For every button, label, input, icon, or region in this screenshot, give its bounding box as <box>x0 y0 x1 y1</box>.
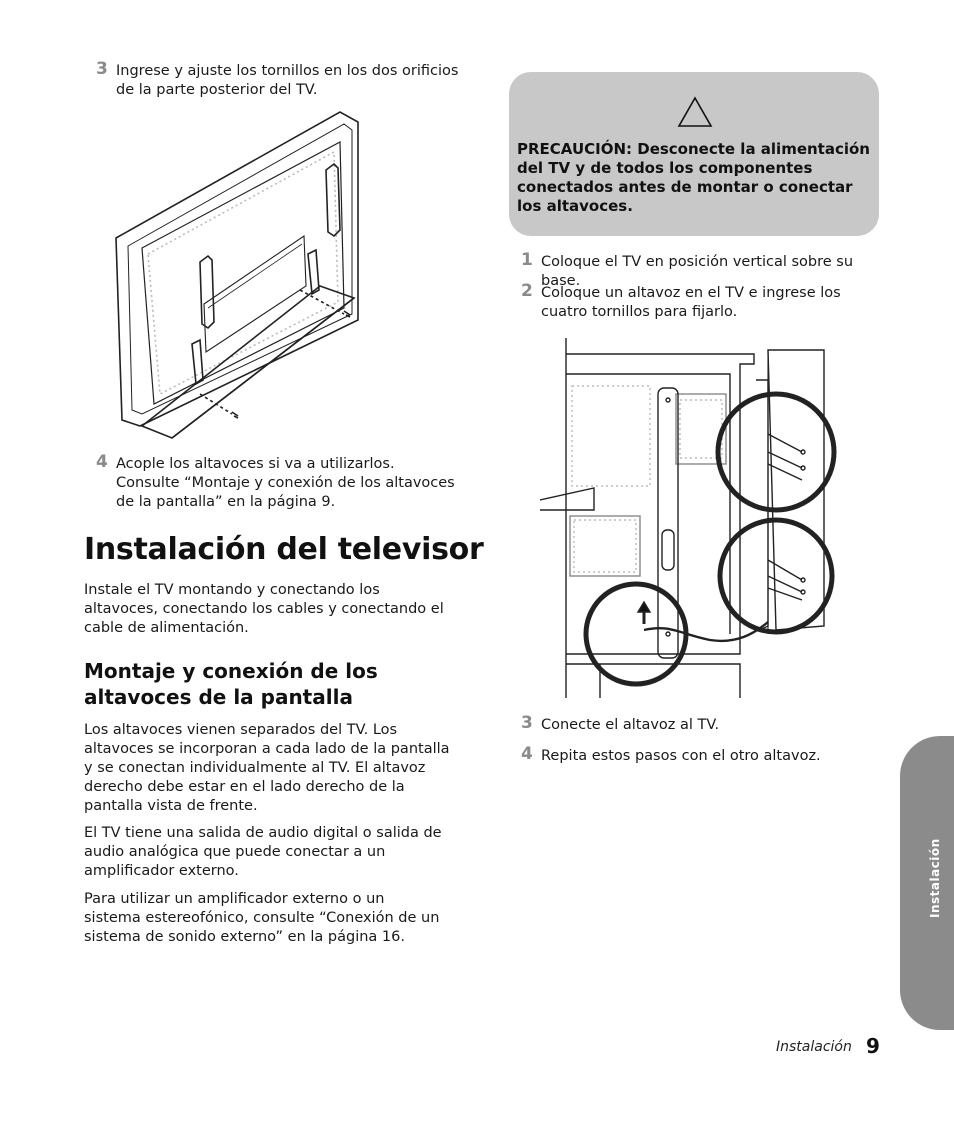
caution-box <box>509 72 879 236</box>
step-number: 1 <box>521 250 533 270</box>
step-text: Coloque un altavoz en el TV e ingrese los cuatro tornillos para fijarlo. <box>541 285 841 320</box>
left-step-3 <box>96 59 461 100</box>
section-heading: Montaje y conexión de los altavoces de la pantalla <box>84 659 378 709</box>
body-paragraph-1: Los altavoces vienen separados del TV. Los altavoces se incorporan a cada lado de la pantalla y se conectan individualmente al TV. El altavoz derecho debe estar en el lado derecho de la pantalla vista de frente. <box>84 722 450 814</box>
footer-section-name: Instalación <box>776 1039 852 1055</box>
body-paragraph-2: El TV tiene una salida de audio digital o salida de audio analógica que puede conectar a un amplificador externo. <box>84 825 442 879</box>
page-title: Instalación del televisor <box>84 532 484 567</box>
step-number: 3 <box>521 713 533 733</box>
caution-text: PRECAUCIÓN: Desconecte la alimentación del TV y de todos los componentes conectados antes de montar o conectar los altavoces. <box>517 140 870 215</box>
intro-paragraph: Instale el TV montando y conectando los altavoces, conectando los cables y conectando el cable de alimentación. <box>84 582 444 636</box>
right-step-4 <box>521 744 881 766</box>
step-text: Conecte el altavoz al TV. <box>541 717 720 733</box>
section-tab-label: Instalación <box>928 838 942 918</box>
tv-back-screws-illustration <box>108 108 368 443</box>
step-text: Coloque el TV en posición vertical sobre su base. <box>541 254 854 289</box>
section-tab <box>900 736 954 1030</box>
step-number: 4 <box>521 744 533 764</box>
step-number: 3 <box>96 59 108 79</box>
body-paragraph-3: Para utilizar un amplificador externo o un sistema estereofónico, consulte “Conexión de un sistema de sonido externo” en la página 16. <box>84 891 440 945</box>
step-text: Repita estos pasos con el otro altavoz. <box>541 748 821 764</box>
step-text: Ingrese y ajuste los tornillos en los dos orificios de la parte posterior del TV. <box>116 63 459 98</box>
left-step-4 <box>96 452 461 512</box>
right-step-3 <box>521 713 881 735</box>
speaker-mounting-illustration <box>540 334 840 704</box>
step-text: Acople los altavoces si va a utilizarlos. Consulte “Montaje y conexión de los altavoces de la pantalla” en la página 9. <box>116 456 455 510</box>
step-number: 4 <box>96 452 108 472</box>
right-step-2 <box>521 281 881 322</box>
warning-triangle-icon <box>677 96 713 128</box>
step-number: 2 <box>521 281 533 301</box>
page-number: 9 <box>866 1034 880 1058</box>
